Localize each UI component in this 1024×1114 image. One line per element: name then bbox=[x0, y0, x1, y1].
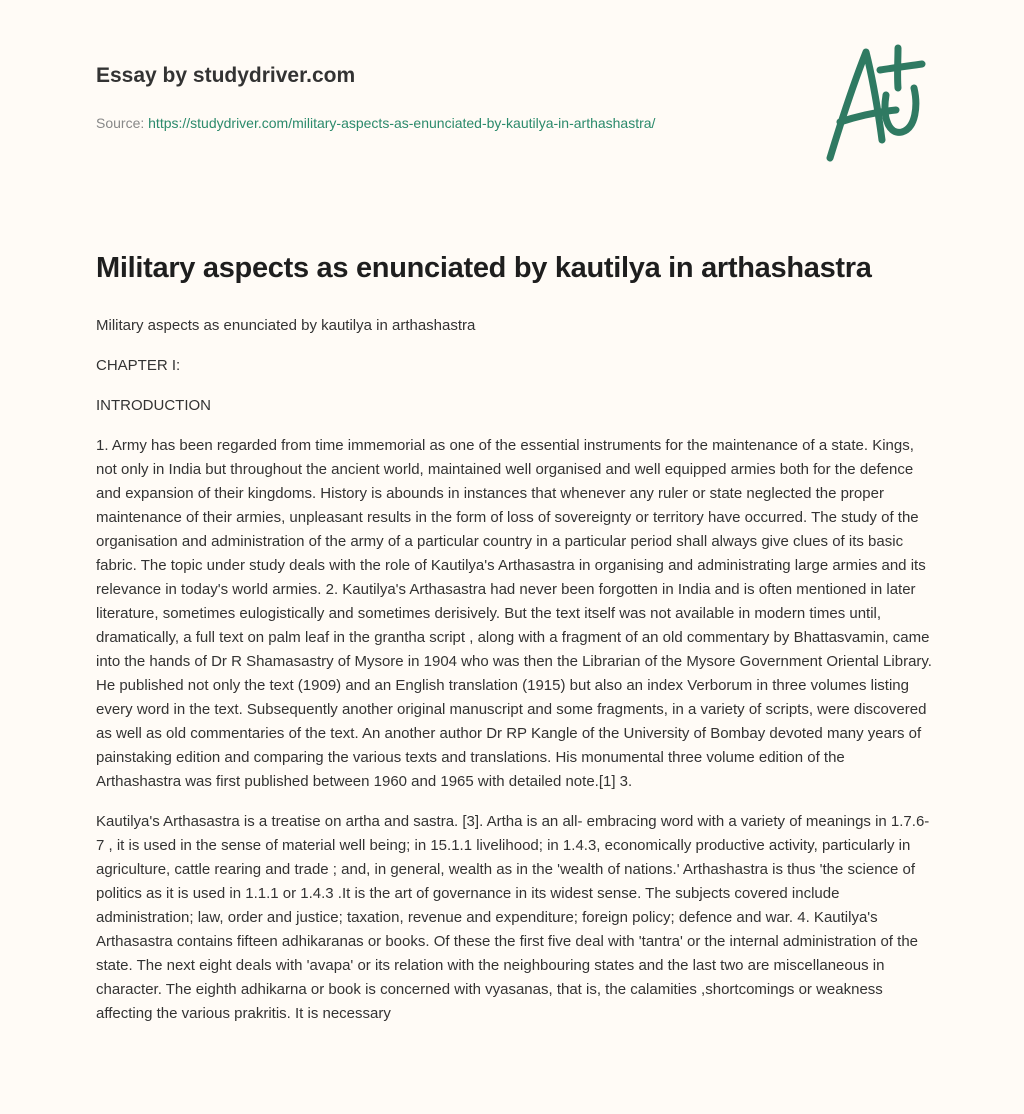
source-label: Source: bbox=[96, 115, 149, 131]
site-brand: Essay by studydriver.com bbox=[96, 64, 356, 87]
page-title: Military aspects as enunciated by kautilya in arthashastra bbox=[96, 252, 872, 284]
source-line bbox=[96, 111, 696, 135]
paragraph: Military aspects as enunciated by kautilya in arthashastra bbox=[96, 317, 476, 334]
paragraph: 1. Army has been regarded from time immemorial as one of the essential instruments for the maintenance of a state. Kings, not only in India but throughout the ancient world, maintained well organised and well equipped armies both for the defence and expansion of their kingdoms. History is abounds in instances that whenever any ruler or state neglected the proper maintenance of their armies, unpleasant results in the form of loss of sovereignty or territory have occurred. The study of the organisation and administration of the army of a particular country in a particular period shall always give clues of its basic fabric. The topic under study deals with the role of Kautilya's Arthasastra in organising and administrating large armies and its relevance in today's world armies. 2. Kautilya's Arthasastra had never been forgotten in India and is often mentioned in later literature, sometimes eulogistically and sometimes derisively. But the text itself was not available in modern times until, dramatically, a full text on palm leaf in the grantha script , along with a fragment of an old commentary by Bhattasvamin, came into the hands of Dr R Shamasastry of Mysore in 1904 who was then the Librarian of the Mysore Government Oriental Library. He published not only the text (1909) and an English translation (1915) but also an index Verborum in three volumes listing every word in the text. Subsequently another original manuscript and some fragments, in a variety of scripts, were discovered as well as old commentaries of the text. An another author Dr RP Kangle of the University of Bombay devoted many years of painstaking edition and comparing the various texts and translations. His monumental three volume edition of the Arthashastra was first published between 1960 and 1965 with detailed note.[1] 3. bbox=[96, 437, 932, 790]
a-plus-logo-icon bbox=[818, 40, 928, 165]
paragraph: CHAPTER I: bbox=[96, 357, 181, 374]
essay-body bbox=[96, 314, 932, 1042]
paragraph: INTRODUCTION bbox=[96, 397, 211, 414]
paragraph: Kautilya's Arthasastra is a treatise on artha and sastra. [3]. Artha is an all- embracing word with a variety of meanings in 1.7.6-7 , it is used in the sense of material well being; in 15.1.1 livelihood; in 1.4.3, economically productive activity, particularly in agriculture, cattle rearing and trade ; and, in general, wealth as in the 'wealth of nations.' Arthashastra is thus 'the science of politics as it is used in 1.1.1 or 1.4.3 .It is the art of governance in its widest sense. The subjects covered include administration; law, order and justice; taxation, revenue and expenditure; foreign policy; defence and war. 4. Kautilya's Arthasastra contains fifteen adhikaranas or books. Of these the first five deal with 'tantra' or the internal administration of the state. The next eight deals with 'avapa' or its relation with the neighbouring states and the last two are miscellaneous in character. The eighth adhikarna or book is concerned with vyasanas, that is, the calamities ,shortcomings or weakness affecting the various prakritis. It is necessary bbox=[96, 813, 930, 1022]
source-link[interactable]: https://studydriver.com/military-aspects-as-enunciated-by-kautilya-in-arthashastra/ bbox=[148, 115, 656, 131]
